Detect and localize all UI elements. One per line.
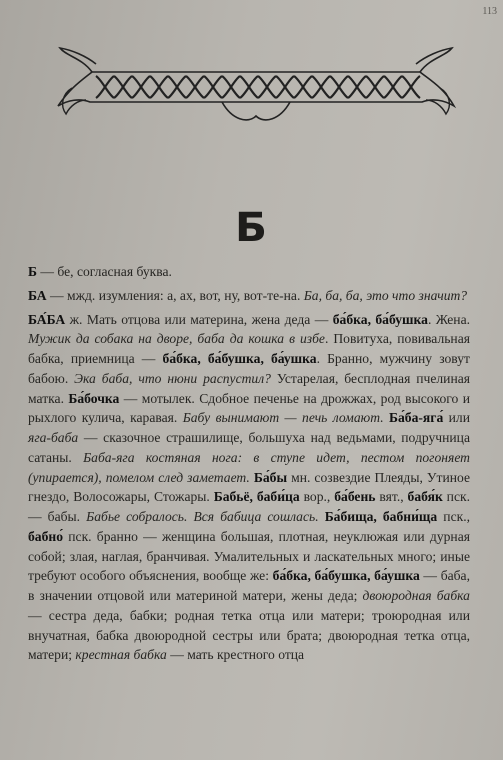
example-phrase: Бабу вынимают — печь ломают. xyxy=(182,410,384,426)
dictionary-text xyxy=(28,262,470,669)
definition-text: — мать крестного отца xyxy=(166,647,305,663)
definition-text: ж. Мать отцова или материна, жена деда — xyxy=(65,311,333,327)
headword: ба́бка, ба́бушка, ба́ушка xyxy=(272,568,420,584)
headword: ба́бень xyxy=(334,489,376,505)
dictionary-entry xyxy=(28,310,470,666)
definition-text: — бе, согласная буква. xyxy=(37,264,172,279)
headword: бабя́к xyxy=(407,489,443,505)
headword: бабно́ xyxy=(28,528,64,544)
section-letter: Б xyxy=(234,205,269,251)
example-phrase: крестная бабка xyxy=(75,647,167,663)
definition-text: пск. бранно — женщина большая, плотная, неуклюжая или дурная собой; злая, наглая, бранчивая. Умалительных и ласкательных много; иные требуют особого объяснения, вообще же: xyxy=(28,528,470,584)
headword: Ба́ба-яга́ xyxy=(389,410,444,426)
definition-text: . Жена. xyxy=(427,311,470,327)
example-phrase: Мужик да собака на дворе, баба да кошка в избе xyxy=(28,331,325,347)
definition-text: или xyxy=(443,410,470,426)
definition-text: вят., xyxy=(375,489,408,505)
definition-text: пск., xyxy=(437,509,471,524)
definition-text: . Бранно, мужчину зовут бабою. xyxy=(28,351,470,386)
headword: Бабьё, баби́ца xyxy=(213,489,300,505)
headword: ба́бка, ба́бушка, ба́ушка xyxy=(162,351,317,366)
page-number: 113 xyxy=(482,6,497,17)
example-phrase: Эка баба, что нюни распустил? xyxy=(74,370,271,386)
knotwork-ornament xyxy=(52,28,460,138)
headword: Ба́бища, бабни́ща xyxy=(324,509,438,524)
example-phrase: Ба, ба, ба, это что значит? xyxy=(303,287,468,303)
definition-text: пск. — бабы. xyxy=(28,489,470,524)
headword: Ба́бы xyxy=(253,469,288,485)
example-phrase: Бабье собралось. Вся бабица сошлась. xyxy=(86,509,319,524)
definition-text: Устарелая, бесплодная пчелиная матка. xyxy=(28,370,471,406)
example-phrase: двоюродная бабка xyxy=(362,588,470,603)
definition-text: — мжд. изумления: а, ах, вот, ну, вот-те-на. xyxy=(46,287,304,303)
headword: ба́бка, ба́бушка xyxy=(332,311,428,327)
definition-text: — мотылек. Сдобное печенье на дрожжах, род высокого и рыхлого кулича, каравая. xyxy=(28,390,470,426)
headword: Б xyxy=(28,264,37,279)
definition-text: — баба, в значении отцовой или материной матери, жены деда; xyxy=(28,568,470,603)
example-phrase: Баба-яга костяная нога: в ступе идет, пестом погоняет (упирается), помелом след заметает. xyxy=(28,449,470,485)
headword: БА́БА xyxy=(28,311,66,327)
definition-text: мн. созвездие Плеяды, Утиное гнездо, Волосожары, Стожары. xyxy=(28,469,471,505)
headword: БА xyxy=(28,287,47,303)
example-phrase: яга-баба xyxy=(28,430,79,445)
definition-text: — сестра деда, бабки; родная тетка отца или матери; троюродная или внучатная, бабка двоюродной сестры или брата; двоюродная тетка отца, матери; xyxy=(28,607,470,663)
definition-text: . Повитуха, повивальная бабка, приемница — xyxy=(28,331,470,366)
headword: Ба́бочка xyxy=(68,390,120,406)
definition-text: вор., xyxy=(299,489,335,505)
dictionary-entry xyxy=(28,286,470,306)
definition-text: — сказочное страшилище, большуха над ведьмами, подручница сатаны. xyxy=(28,430,470,465)
dictionary-entry xyxy=(28,262,470,282)
